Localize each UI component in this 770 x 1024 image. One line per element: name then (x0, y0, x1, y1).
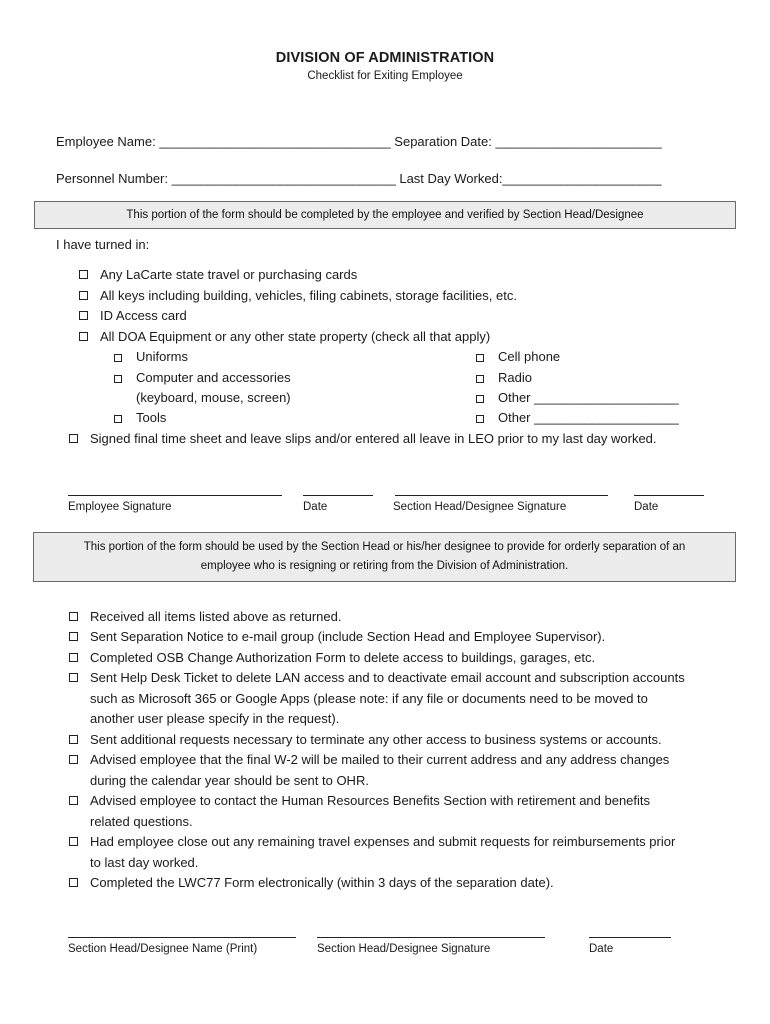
personnel-number-last-day-field[interactable]: Personnel Number: _______________________________ Last Day Worked:______________________ (56, 171, 662, 186)
checkbox-cell-phone[interactable] (476, 354, 484, 362)
checkbox-other-1[interactable] (476, 395, 484, 403)
checkbox-doa-equipment[interactable] (79, 332, 88, 341)
checkbox-separation-notice[interactable] (69, 632, 78, 641)
sub-item-computer: Computer and accessories (136, 370, 291, 385)
page-title: DIVISION OF ADMINISTRATION (275, 50, 495, 66)
item-help-desk-line1: Sent Help Desk Ticket to delete LAN access and to deactivate email account and subscription accounts (90, 670, 685, 685)
checkbox-lacarte[interactable] (79, 270, 88, 279)
checkbox-hr-benefits[interactable] (69, 796, 78, 805)
item-travel-expenses-line2: to last day worked. (90, 855, 199, 870)
checkbox-received-items[interactable] (69, 612, 78, 621)
item-hr-benefits-line2: related questions. (90, 814, 193, 829)
section-head-date-line[interactable] (634, 495, 704, 496)
item-help-desk-line2: such as Microsoft 365 or Google Apps (please note: if any file or documents need to be moved to (90, 691, 648, 706)
section-head-signature-label: Section Head/Designee Signature (393, 501, 567, 513)
section-head-signature-label-2: Section Head/Designee Signature (317, 943, 491, 955)
checkbox-help-desk[interactable] (69, 673, 78, 682)
item-w2-line1: Advised employee that the final W-2 will be mailed to their current address and any address changes (90, 752, 670, 767)
checkbox-final-timesheet[interactable] (69, 434, 78, 443)
turned-in-intro: I have turned in: (56, 237, 150, 252)
item-w2-line2: during the calendar year should be sent to OHR. (90, 773, 369, 788)
item-hr-benefits-line1: Advised employee to contact the Human Resources Benefits Section with retirement and benefits (90, 793, 651, 808)
checkbox-uniforms[interactable] (114, 354, 122, 362)
sub-item-cell-phone: Cell phone (498, 349, 561, 364)
employee-name-separation-date-field[interactable]: Employee Name: ________________________________ Separation Date: _______________________ (56, 134, 662, 149)
item-travel-expenses-line1: Had employee close out any remaining travel expenses and submit requests for reimbursements prior (90, 834, 676, 849)
item-lwc77: Completed the LWC77 Form electronically (within 3 days of the separation date). (90, 875, 554, 890)
checkbox-radio[interactable] (476, 375, 484, 383)
item-keys: All keys including building, vehicles, filing cabinets, storage facilities, etc. (100, 288, 517, 303)
checkbox-tools[interactable] (114, 415, 122, 423)
item-doa-equipment: All DOA Equipment or any other state property (check all that apply) (100, 329, 491, 344)
section-head-signature-line[interactable] (395, 495, 608, 496)
employee-date-label: Date (303, 501, 328, 513)
item-additional-requests: Sent additional requests necessary to terminate any other access to business systems or accounts. (90, 732, 662, 747)
checkbox-lwc77[interactable] (69, 878, 78, 887)
checkbox-travel-expenses[interactable] (69, 837, 78, 846)
section-head-name-label: Section Head/Designee Name (Print) (68, 943, 258, 955)
item-received-items: Received all items listed above as returned. (90, 609, 342, 624)
section-head-date-label-2: Date (589, 943, 614, 955)
section-head-date-label: Date (634, 501, 659, 513)
checkbox-additional-requests[interactable] (69, 735, 78, 744)
section2-banner-line2: employee who is resigning or retiring from the Division of Administration. (200, 560, 569, 572)
section-head-name-line[interactable] (68, 937, 296, 938)
sub-item-tools: Tools (136, 410, 167, 425)
sub-item-radio: Radio (498, 370, 532, 385)
section-head-signature-line-2[interactable] (317, 937, 545, 938)
sub-item-other-1[interactable]: Other ____________________ (498, 390, 679, 405)
employee-date-line[interactable] (303, 495, 373, 496)
employee-signature-line[interactable] (68, 495, 282, 496)
checkbox-osb-form[interactable] (69, 653, 78, 662)
section2-banner-line1: This portion of the form should be used by the Section Head or his/her designee to provide for orderly separation of an (83, 541, 686, 553)
sub-item-uniforms: Uniforms (136, 349, 189, 364)
item-separation-notice: Sent Separation Notice to e-mail group (include Section Head and Employee Supervisor). (90, 629, 606, 644)
sub-item-other-2[interactable]: Other ____________________ (498, 410, 679, 425)
item-id-card: ID Access card (100, 308, 187, 323)
item-lacarte: Any LaCarte state travel or purchasing cards (100, 267, 358, 282)
section2-banner (33, 532, 736, 582)
employee-signature-label: Employee Signature (68, 501, 172, 513)
section1-banner: This portion of the form should be completed by the employee and verified by Section Head/Designee (34, 201, 736, 229)
checkbox-computer[interactable] (114, 375, 122, 383)
section-head-date-line-2[interactable] (589, 937, 671, 938)
checkbox-w2[interactable] (69, 755, 78, 764)
checkbox-id-card[interactable] (79, 311, 88, 320)
sub-item-computer-detail: (keyboard, mouse, screen) (136, 390, 291, 405)
checkbox-other-2[interactable] (476, 415, 484, 423)
checkbox-keys[interactable] (79, 291, 88, 300)
item-help-desk-line3: another user please specify in the request). (90, 711, 340, 726)
item-osb-form: Completed OSB Change Authorization Form to delete access to buildings, garages, etc. (90, 650, 596, 665)
page-subtitle: Checklist for Exiting Employee (307, 70, 463, 82)
item-final-timesheet: Signed final time sheet and leave slips and/or entered all leave in LEO prior to my last day worked. (90, 431, 657, 446)
